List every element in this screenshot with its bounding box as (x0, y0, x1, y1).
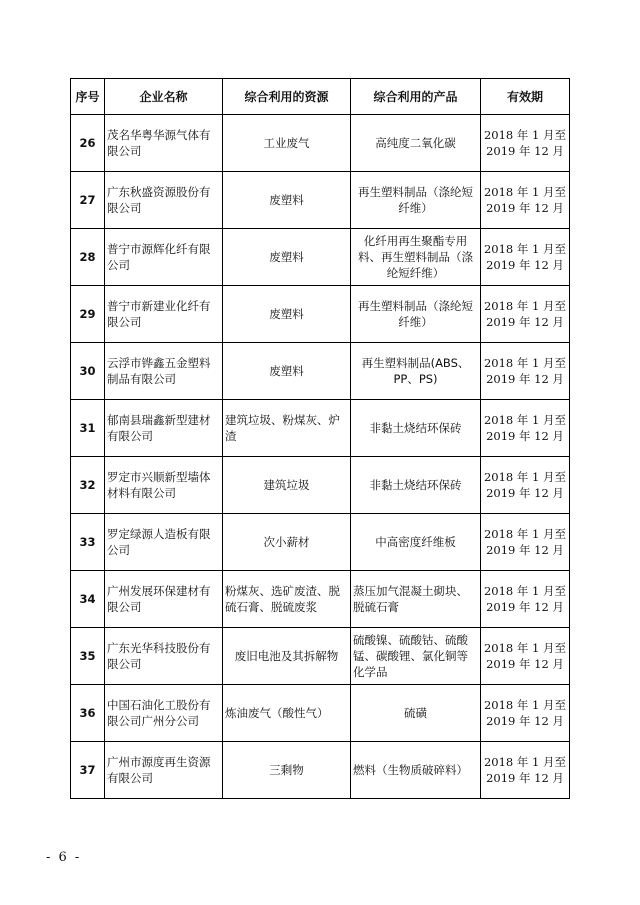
cell-name: 广东光华科技股份有限公司 (105, 628, 223, 685)
cell-name: 普宁市源辉化纤有限公司 (105, 229, 223, 286)
table-row (71, 115, 570, 172)
cell-product: 化纤用再生聚酯专用料、再生塑料制品（涤纶短纤维） (351, 229, 481, 286)
table-header-row (71, 79, 570, 115)
cell-resource: 建筑垃圾 (223, 457, 351, 514)
cell-validity: 2018 年 1 月至 2019 年 12 月 (481, 229, 570, 286)
cell-no: 29 (71, 286, 105, 343)
cell-resource: 建筑垃圾、粉煤灰、炉渣 (223, 400, 351, 457)
cell-product: 硫磺 (351, 685, 481, 742)
cell-no: 26 (71, 115, 105, 172)
cell-validity: 2018 年 1 月至 2019 年 12 月 (481, 400, 570, 457)
cell-validity: 2018 年 1 月至 2019 年 12 月 (481, 742, 570, 799)
table-row (71, 400, 570, 457)
cell-product: 蒸压加气混凝土砌块、脱硫石膏 (351, 571, 481, 628)
cell-product: 再生塑料制品（涤纶短纤维） (351, 172, 481, 229)
cell-validity: 2018 年 1 月至 2019 年 12 月 (481, 286, 570, 343)
cell-name: 郁南县瑞鑫新型建材有限公司 (105, 400, 223, 457)
table-row (71, 172, 570, 229)
cell-name: 罗定市兴顺新型墙体材料有限公司 (105, 457, 223, 514)
cell-name: 罗定绿源人造板有限公司 (105, 514, 223, 571)
header-validity: 有效期 (481, 79, 570, 115)
cell-resource: 废塑料 (223, 286, 351, 343)
cell-product: 硫酸镍、硫酸钴、硫酸锰、碳酸锂、氯化铜等化学品 (351, 628, 481, 685)
cell-resource: 废旧电池及其拆解物 (223, 628, 351, 685)
cell-no: 27 (71, 172, 105, 229)
cell-resource: 废塑料 (223, 343, 351, 400)
table-row (71, 457, 570, 514)
cell-validity: 2018 年 1 月至 2019 年 12 月 (481, 571, 570, 628)
table-row (71, 514, 570, 571)
cell-resource: 工业废气 (223, 115, 351, 172)
table-row (71, 685, 570, 742)
cell-no: 32 (71, 457, 105, 514)
cell-name: 普宁市新建业化纤有限公司 (105, 286, 223, 343)
cell-resource: 废塑料 (223, 172, 351, 229)
cell-product: 高纯度二氧化碳 (351, 115, 481, 172)
cell-no: 33 (71, 514, 105, 571)
cell-name: 茂名华粤华源气体有限公司 (105, 115, 223, 172)
cell-product: 燃料（生物质破碎料） (351, 742, 481, 799)
cell-name: 广州市源度再生资源有限公司 (105, 742, 223, 799)
enterprise-table (70, 78, 570, 799)
header-product: 综合利用的产品 (351, 79, 481, 115)
cell-resource: 废塑料 (223, 229, 351, 286)
cell-no: 34 (71, 571, 105, 628)
table-row (71, 286, 570, 343)
cell-validity: 2018 年 1 月至 2019 年 12 月 (481, 685, 570, 742)
cell-no: 28 (71, 229, 105, 286)
header-no: 序号 (71, 79, 105, 115)
cell-validity: 2018 年 1 月至 2019 年 12 月 (481, 457, 570, 514)
cell-no: 35 (71, 628, 105, 685)
cell-product: 中高密度纤维板 (351, 514, 481, 571)
cell-no: 30 (71, 343, 105, 400)
cell-product: 非黏土烧结环保砖 (351, 400, 481, 457)
cell-no: 31 (71, 400, 105, 457)
cell-validity: 2018 年 1 月至 2019 年 12 月 (481, 514, 570, 571)
cell-validity: 2018 年 1 月至 2019 年 12 月 (481, 115, 570, 172)
table-row (71, 229, 570, 286)
cell-resource: 粉煤灰、选矿废渣、脱硫石膏、脱硫废浆 (223, 571, 351, 628)
cell-resource: 三剩物 (223, 742, 351, 799)
cell-resource: 炼油废气（酸性气） (223, 685, 351, 742)
cell-validity: 2018 年 1 月至 2019 年 12 月 (481, 172, 570, 229)
table-row (71, 742, 570, 799)
cell-validity: 2018 年 1 月至 2019 年 12 月 (481, 343, 570, 400)
cell-no: 37 (71, 742, 105, 799)
table-row (71, 628, 570, 685)
table-row (71, 343, 570, 400)
cell-product: 非黏土烧结环保砖 (351, 457, 481, 514)
cell-product: 再生塑料制品（涤纶短纤维） (351, 286, 481, 343)
cell-product: 再生塑料制品(ABS、PP、PS) (351, 343, 481, 400)
cell-name: 中国石油化工股份有限公司广州分公司 (105, 685, 223, 742)
cell-validity: 2018 年 1 月至 2019 年 12 月 (481, 628, 570, 685)
cell-resource: 次小薪材 (223, 514, 351, 571)
table-row (71, 571, 570, 628)
page-number: - 6 - (46, 850, 82, 865)
cell-name: 广东秋盛资源股份有限公司 (105, 172, 223, 229)
cell-name: 广州发展环保建材有限公司 (105, 571, 223, 628)
cell-no: 36 (71, 685, 105, 742)
cell-name: 云浮市铧鑫五金塑料制品有限公司 (105, 343, 223, 400)
header-name: 企业名称 (105, 79, 223, 115)
header-resource: 综合利用的资源 (223, 79, 351, 115)
